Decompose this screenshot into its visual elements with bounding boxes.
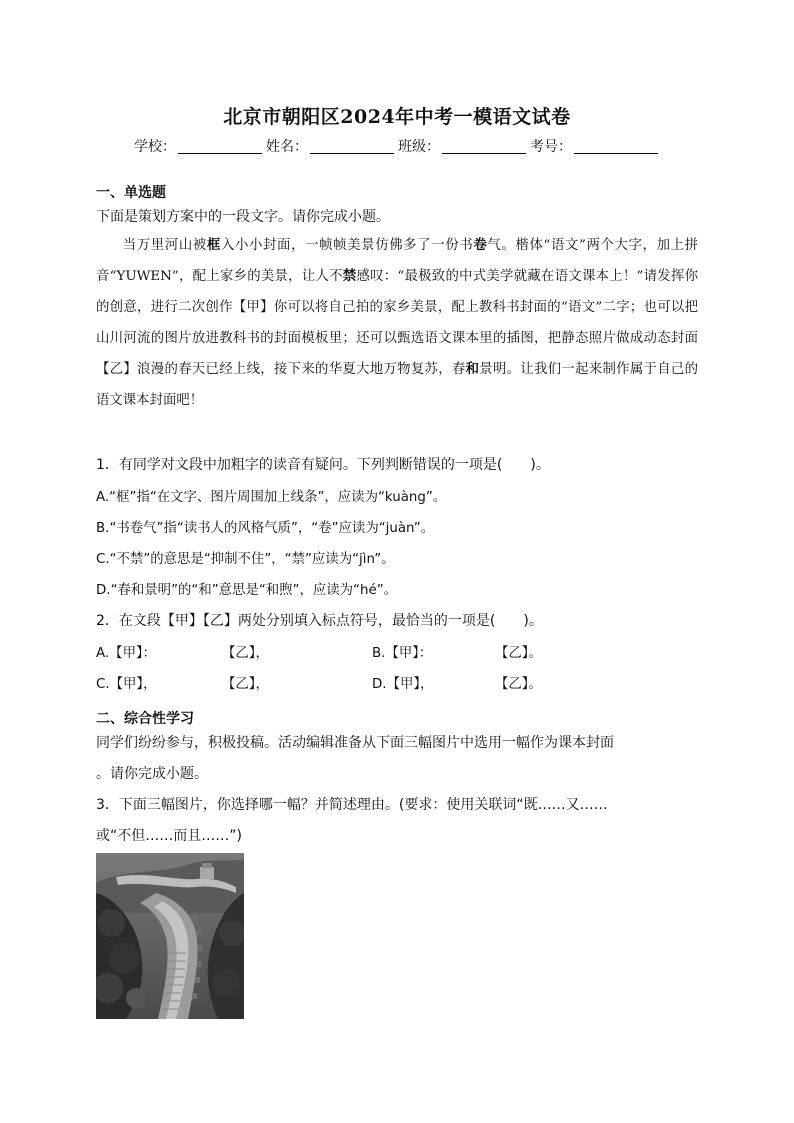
section1-intro: 下面是策划方案中的一段文字。请你完成小题。 bbox=[96, 209, 390, 225]
q1-option-a[interactable]: A.“框”指“在文字、图片周围加上线条”，应读为“kuàng”。 bbox=[96, 490, 447, 505]
school-label: 学校： bbox=[134, 139, 176, 155]
question-2-stem: 2．在文段【甲】【乙】两处分别填入标点符号，最恰当的一项是( )。 bbox=[96, 613, 543, 629]
exam-title: 北京市朝阳区2024年中考一模语文试卷 bbox=[223, 106, 571, 128]
bold-char-he: 和 bbox=[465, 361, 480, 377]
q1-option-d[interactable]: D.“春和景明”的“和”意思是“和煦”，应读为“hé”。 bbox=[96, 583, 398, 598]
q1-option-c[interactable]: C.“不禁”的意思是“抑制不住”，“禁”应读为“jìn”。 bbox=[96, 552, 395, 567]
school-blank[interactable] bbox=[178, 139, 262, 154]
passage-paragraph: 当万里河山被框入小小封面，一帧帧美景仿佛多了一份书卷气。楷体“语文”两个大字，加上拼音“YUWEN”，配上家乡的美景，让人不禁感叹：“最极致的中式美学就藏在语文课本上！”请发挥你的创意，进行二次创作【甲】你可以将自己拍的家乡美景，配上教科书封面的“语文”二字；也可以把山川河流的图片放进教科书的封面模板里；还可以甄选语文课本里的插图，把静态照片做成动态封面【乙】浪漫的春天已经上线，接下来的华夏大地万物复苏，春和景明。让我们一起来制作属于自己的语文课本封面吧！ bbox=[96, 237, 699, 408]
q1-option-b[interactable]: B.“书卷气”指“读书人的风格气质”，“卷”应读为“juàn”。 bbox=[96, 521, 435, 536]
bold-char-jin: 禁 bbox=[342, 268, 357, 284]
question-1-stem: 1．有同学对文段中加粗字的读音有疑问。下列判断错误的一项是( )。 bbox=[96, 457, 550, 473]
bold-char-juan: 卷 bbox=[473, 237, 488, 253]
question-3-line-1: 3．下面三幅图片，你选择哪一幅？并简述理由。(要求：使用关联词“既……又…… bbox=[96, 797, 608, 813]
name-blank[interactable] bbox=[310, 139, 394, 154]
section2-intro-line-1: 同学们纷纷参与，积极投稿。活动编辑准备从下面三幅图片中选用一幅作为课本封面 bbox=[96, 735, 614, 751]
student-info-row bbox=[0, 136, 794, 156]
name-label: 姓名： bbox=[266, 139, 308, 155]
section-heading-comprehensive: 二、综合性学习 bbox=[96, 711, 194, 727]
class-blank[interactable] bbox=[442, 139, 526, 154]
question-3-line-2: 或“不但……而且……”) bbox=[96, 828, 242, 844]
bold-char-kuang: 框 bbox=[206, 237, 221, 253]
exam-number-blank[interactable] bbox=[574, 139, 658, 154]
exam-page: 北京市朝阳区2024年中考一模语文试卷 学校： 姓名： 班级： 考号： 一、单选题 下面是策划方案中的一段文字。请你完成小题。 当万里河山被框入小小封面，一帧帧美景仿佛多了一份书卷气。楷体“语文”两个大字，加上拼音“YUWEN”，配上家乡的美景，让人不禁感叹：“最极致的中式美学就藏在语文课本上！”请发挥你的创意，进行二次创作【甲】你可以将自己拍的家乡美景，配上教科书封面的“语文”二字；也可以把山川河流的图片放进教科书的封面模板里；还可以甄选语文课本里的插图，把静态照片做成动态封面【乙】浪漫的春天已经上线，接下来的华夏大地万物复苏，春和景明。让我们一起来制作属于自己的语文课本封面吧！ 1．有同学对文段中加粗字的读音有疑问。下列判断错误的一项是( )。 A.“框”指“在文字、图片周围加上线条”，应读为“kuàng”。 B.“书卷气”指“读书人的风格气质”，“卷”应读为“juàn”。 C.“不禁”的意思是“抑制不住”，“禁”应读为“jìn”。 D.“春和景明”的“和”意思是“和煦”，应读为“hé”。 2．在文段【甲】【乙】两处分别填入标点符号，最恰当的一项是( )。 A.【甲】： 【乙】， B.【甲】： 【乙】。 C.【甲】， 【乙】， D.【甲】， 【乙】。 二、综合性学习 同学们纷纷参与，积极投稿。活动编辑准备从下面三幅图片中选用一幅作为课本封面 。请你完成小题。 3．下面三幅图片，你选择哪一幅？并简述理由。(要求：使用关联词“既……又…… 或“不但……而且……”) bbox=[0, 0, 794, 1123]
reading-passage bbox=[96, 230, 698, 416]
section-heading-single-choice: 一、单选题 bbox=[96, 185, 166, 201]
great-wall-photo-icon bbox=[96, 853, 244, 1019]
section2-intro-line-2: 。请你完成小题。 bbox=[96, 766, 208, 782]
class-label: 班级： bbox=[398, 139, 440, 155]
exam-number-label: 考号： bbox=[530, 139, 572, 155]
